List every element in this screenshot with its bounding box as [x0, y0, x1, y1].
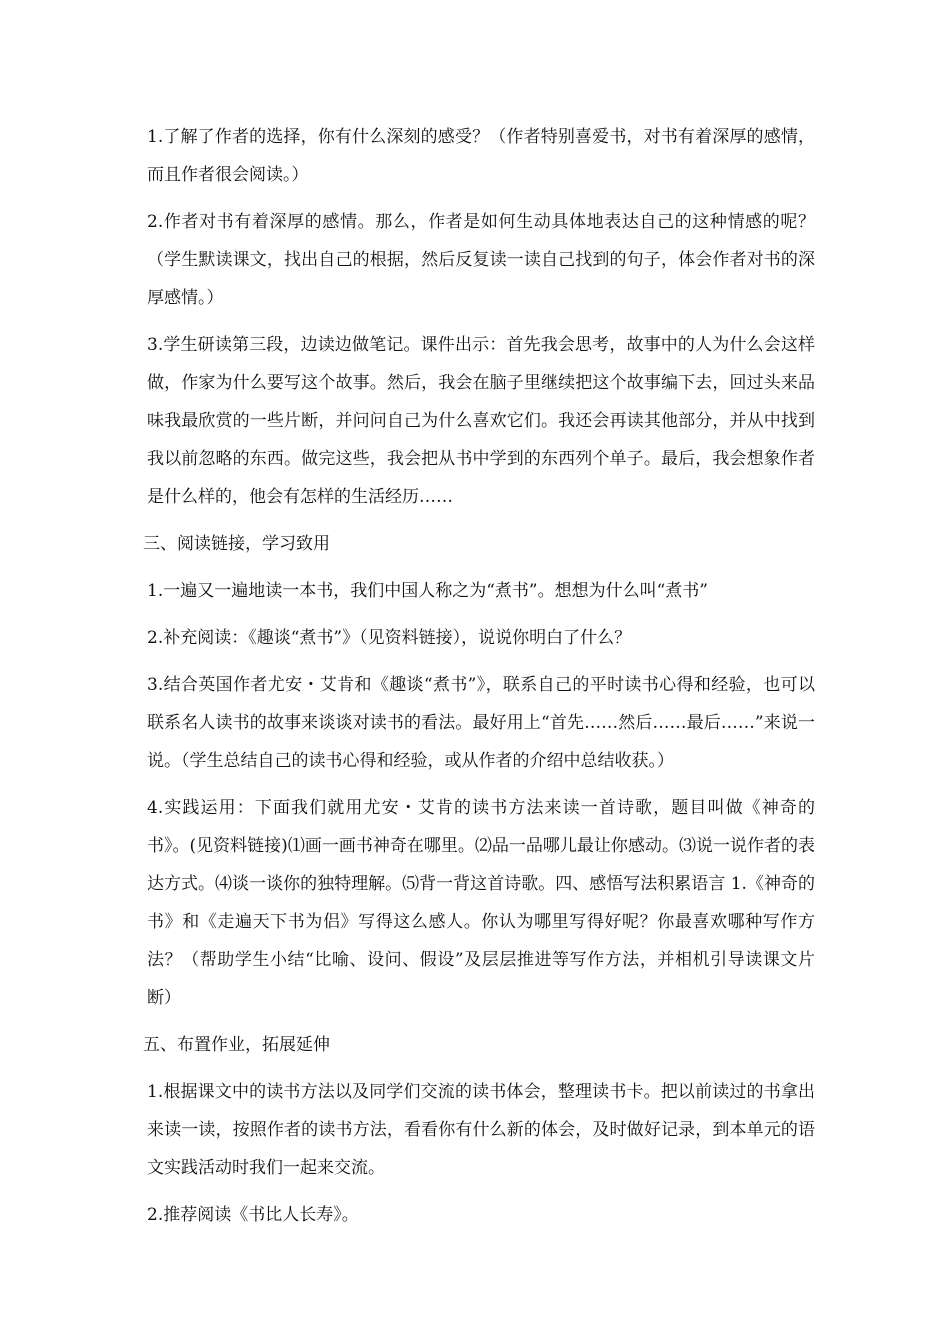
paragraph-homework-1: 1.根据课文中的读书方法以及同学们交流的读书体会，整理读书卡。把以前读过的书拿出来读一读，按照作者的读书方法，看看你有什么新的体会，及时做好记录，到本单元的语文实践活动时我们一起来交流。 — [147, 1082, 815, 1178]
section-heading-5: 五、布置作业，拓展延伸 — [143, 1035, 330, 1055]
paragraph-homework-2: 2.推荐阅读《书比人长寿》。 — [147, 1205, 359, 1225]
paragraph-question-3: 3.学生研读第三段，边读边做笔记。课件出示：首先我会思考，故事中的人为什么会这样做，作家为什么要写这个故事。然后，我会在脑子里继续把这个故事编下去，回过头来品味我最欣赏的一些片断，并问问自己为什么喜欢它们。我还会再读其他部分，并从中找到我以前忽略的东西。做完这些，我会把从书中学到的东西列个单子。最后，我会想象作者是什么样的，他会有怎样的生活经历…… — [147, 335, 815, 507]
document-page — [143, 118, 815, 1243]
paragraph-question-2: 2.作者对书有着深厚的感情。那么，作者是如何生动具体地表达自己的这种情感的呢？（学生默读课文，找出自己的根据，然后反复读一读自己找到的句子，体会作者对书的深厚感情。） — [147, 212, 815, 308]
section-heading-3: 三、阅读链接，学习致用 — [143, 534, 330, 554]
paragraph-link-4: 4.实践运用：下面我们就用尤安・艾肯的读书方法来读一首诗歌，题目叫做《神奇的书》。(见资料链接)⑴画一画书神奇在哪里。⑵品一品哪儿最让你感动。⑶说一说作者的表达方式。⑷谈一谈你的独特理解。⑸背一背这首诗歌。四、感悟写法积累语言 1.《神奇的书》和《走遍天下书为侣》写得这么感人。你认为哪里写得好呢？你最喜欢哪种写作方法？（帮助学生小结“比喻、设问、假设”及层层推进等写作方法，并相机引导读课文片断） — [147, 798, 815, 1008]
paragraph-question-1: 1.了解了作者的选择，你有什么深刻的感受？（作者特别喜爱书，对书有着深厚的感情，而且作者很会阅读。） — [147, 127, 815, 185]
paragraph-link-1: 1.一遍又一遍地读一本书，我们中国人称之为“煮书”。想想为什么叫“煮书” — [147, 581, 708, 601]
paragraph-link-3: 3.结合英国作者尤安・艾肯和《趣谈“煮书”》，联系自己的平时读书心得和经验，也可以联系名人读书的故事来谈谈对读书的看法。最好用上“首先……然后……最后……”来说一说。（学生总结自己的读书心得和经验，或从作者的介绍中总结收获。） — [147, 675, 815, 771]
paragraph-link-2: 2.补充阅读：《趣谈“煮书”》（见资料链接），说说你明白了什么？ — [147, 628, 632, 648]
